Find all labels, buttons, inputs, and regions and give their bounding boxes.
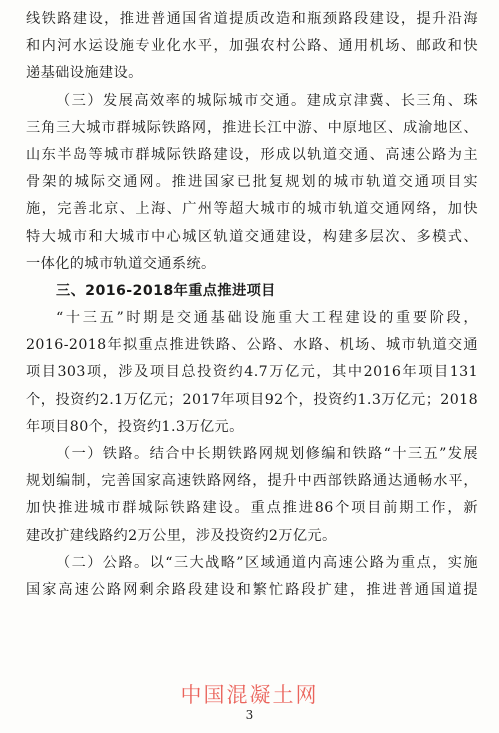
text-line: 三角三大城市群城际铁路网，推进长江中游、中原地区、成渝地区、	[26, 119, 478, 136]
text-line: 骨架的城际交通网。推进国家已批复规划的城市轨道交通项目实	[26, 174, 478, 191]
text-line: 一体化的城市轨道交通系统。	[26, 255, 216, 272]
text-line: 特大城市和大城市中心城区轨道交通建设，构建多层次、多模式、	[26, 228, 478, 245]
text-line: “十三五”时期是交通基础设施重大工程建设的重要阶段，	[56, 310, 478, 327]
document-body	[26, 6, 478, 604]
text-line: 建改扩建线路约2万公里，涉及投资约2万亿元。	[26, 527, 337, 544]
text-line: 项目303项，涉及项目总投资约4.7万亿元，其中2016年项目131	[26, 364, 478, 381]
text-line: 线铁路建设，推进普通国省道提质改造和瓶颈路段建设，提升沿海	[26, 11, 478, 27]
text-line: （二）公路。以“三大战略”区域通道内高速公路为重点，实施	[56, 554, 478, 571]
text-line: 国家高速公路网剩余路段建设和繁忙路段扩建，推进普通国道提	[26, 581, 478, 598]
text-line: 年项目80个，投资约1.3万亿元。	[26, 418, 244, 435]
text-line: （三）发展高效率的城际城市交通。建成京津冀、长三角、珠	[56, 92, 478, 109]
text-line: 个，投资约2.1万亿元；2017年项目92个，投资约1.3万亿元；2018	[26, 391, 478, 408]
text-line: （一）铁路。结合中长期铁路网规划修编和铁路“十三五”发展	[56, 446, 478, 462]
text-line: 递基础设施建设。	[26, 65, 143, 82]
text-line: 加快推进城市群城际铁路建设。重点推进86个项目前期工作，新	[26, 500, 478, 517]
watermark: 中国混凝土网	[180, 683, 319, 707]
text-line: 规划编制，完善国家高速铁路网络，提升中西部铁路通达通畅水平，	[26, 473, 478, 490]
text-line: 2016-2018年拟重点推进铁路、公路、水路、机场、城市轨道交通	[26, 337, 478, 354]
section-heading: 三、2016-2018年重点推进项目	[56, 282, 276, 299]
text-line: 施，完善北京、上海、广州等超大城市的城市轨道交通网络，加快	[26, 201, 478, 218]
text-line: 山东半岛等城市群城际铁路建设，形成以轨道交通、高速公路为主	[26, 146, 478, 163]
page-number: 3	[245, 708, 254, 722]
text-line: 和内河水运设施专业化水平，加强农村公路、通用机场、邮政和快	[26, 38, 478, 55]
